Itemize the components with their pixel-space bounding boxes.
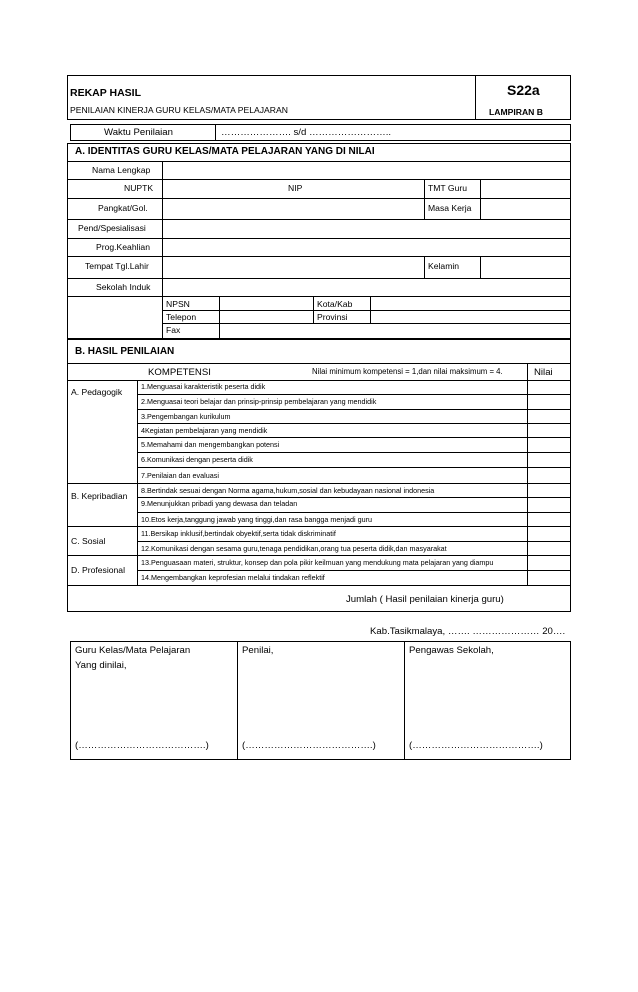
label-nama: Nama Lengkap <box>92 165 151 175</box>
label-fax: Fax <box>166 325 181 335</box>
row-line <box>162 310 571 311</box>
form-subtitle: PENILAIAN KINERJA GURU KELAS/MATA PELAJARAN <box>70 105 288 115</box>
row-line <box>137 437 571 438</box>
score-range-note: Nilai minimum kompetensi = 1,dan nilai maksimum = 4. <box>312 367 503 376</box>
signature-blank-guru: (………………………………….) <box>75 740 209 751</box>
row-line <box>137 570 571 571</box>
identity-rule <box>67 161 571 162</box>
period-divider <box>215 124 216 141</box>
col-line <box>313 296 314 323</box>
competency-item: 14.Mengembangkan keprofesian melalui tindakan reflektif <box>141 573 325 582</box>
label-tmt: TMT Guru <box>428 183 467 193</box>
competency-item: 7.Penilaian dan evaluasi <box>141 471 219 480</box>
row-line <box>137 409 571 410</box>
label-nip: NIP <box>288 183 303 193</box>
competency-item: 9.Menunjukkan pribadi yang dewasa dan teladan <box>141 499 298 508</box>
label-telepon: Telepon <box>166 312 197 322</box>
competency-item: 4Kegiatan pembelajaran yang mendidik <box>141 426 268 435</box>
signature-blank-pengawas: (………………………………….) <box>409 740 543 751</box>
group-profesional: D. Profesional <box>71 565 125 575</box>
label-kelamin: Kelamin <box>428 261 460 271</box>
col-line <box>404 641 405 760</box>
competency-item: 2.Menguasai teori belajar dan prinsip-prinsip pembelajaran yang mendidik <box>141 397 377 406</box>
signer-guru-line1: Guru Kelas/Mata Pelajaran <box>75 645 191 656</box>
row-line <box>67 198 571 199</box>
group-line <box>67 483 571 484</box>
col-line <box>424 179 425 219</box>
row-line <box>137 497 571 498</box>
period-value: …………………. s/d …………………….. <box>221 127 392 138</box>
row-line <box>137 512 571 513</box>
label-nuptk: NUPTK <box>124 183 154 193</box>
row-line <box>67 179 571 180</box>
col-line <box>424 256 425 278</box>
signer-penilai: Penilai, <box>242 645 274 656</box>
col-line <box>370 296 371 323</box>
group-kepribadian: B. Kepribadian <box>71 491 128 501</box>
kompetensi-header: KOMPETENSI <box>148 367 211 378</box>
label-pend: Pend/Spesialisasi <box>78 223 146 233</box>
label-prog: Prog.Keahlian <box>96 242 150 252</box>
results-section-title: B. HASIL PENILAIAN <box>75 346 175 357</box>
competency-item: 1.Menguasai karakteristik peserta didik <box>141 382 266 391</box>
col-line <box>480 256 481 278</box>
competency-item: 11.Bersikap inklusif,bertindak obyektif,serta tidak diskriminatif <box>141 529 336 538</box>
label-pangkat: Pangkat/Gol. <box>98 203 148 213</box>
group-line <box>67 526 571 527</box>
row-line <box>67 238 571 239</box>
identity-section-title: A. IDENTITAS GURU KELAS/MATA PELAJARAN YANG DI NILAI <box>75 146 375 157</box>
label-sekolah: Sekolah Induk <box>96 282 151 292</box>
row-line <box>137 394 571 395</box>
label-kota: Kota/Kab <box>317 299 353 309</box>
form-title: REKAP HASIL <box>70 87 141 99</box>
row-line <box>67 256 571 257</box>
signature-blank-penilai: (………………………………….) <box>242 740 376 751</box>
competency-item: 3.Pengembangan kurikulum <box>141 412 231 421</box>
signer-pengawas: Pengawas Sekolah, <box>409 645 494 656</box>
header-divider <box>475 75 476 120</box>
group-sosial: C. Sosial <box>71 536 106 546</box>
col-line <box>237 641 238 760</box>
period-label: Waktu Penilaian <box>104 127 173 138</box>
group-line <box>67 555 571 556</box>
label-provinsi: Provinsi <box>317 312 348 322</box>
nilai-header: Nilai <box>534 367 553 378</box>
competency-item: 8.Bertindak sesuai dengan Norma agama,hukum,sosial dan kebudayaan nasional indonesia <box>141 486 435 495</box>
row-line <box>67 380 571 381</box>
row-line <box>137 452 571 453</box>
total-line <box>67 585 571 586</box>
competency-item: 6.Komunikasi dengan peserta didik <box>141 455 253 464</box>
competency-item: 10.Etos kerja,tanggung jawab yang tinggi,dan rasa bangga menjadi guru <box>141 515 372 524</box>
place-date: Kab.Tasikmalaya, ……. ………………… 20…. <box>370 626 566 637</box>
competency-item: 13.Penguasaan materi, struktur, konsep dan pola pikir keilmuan yang mendukung mata pelajaran yang diampu <box>141 558 494 567</box>
competency-item: 5.Memahami dan mengembangkan potensi <box>141 440 280 449</box>
row-line <box>137 423 571 424</box>
col-line <box>480 179 481 219</box>
row-line <box>67 278 571 279</box>
label-ttl: Tempat Tgl.Lahir <box>85 261 149 271</box>
row-line <box>137 467 571 468</box>
row-line <box>162 323 571 324</box>
col-line <box>162 161 163 339</box>
label-masa-kerja: Masa Kerja <box>428 203 472 213</box>
competency-item: 12.Komunikasi dengan sesama guru,tenaga pendidikan,orang tua peserta didik,dan masyarakat <box>141 544 447 553</box>
group-pedagogik: A. Pedagogik <box>71 387 123 397</box>
row-line <box>137 541 571 542</box>
col-line <box>527 363 528 585</box>
appendix-label: LAMPIRAN B <box>489 107 543 117</box>
label-npsn: NPSN <box>166 299 190 309</box>
col-line <box>219 296 220 339</box>
total-label: Jumlah ( Hasil penilaian kinerja guru) <box>346 594 504 605</box>
signer-guru-line2: Yang dinilai, <box>75 660 127 671</box>
results-rule <box>67 363 571 364</box>
row-line <box>67 296 571 297</box>
form-code: S22a <box>507 82 540 98</box>
row-line <box>67 219 571 220</box>
